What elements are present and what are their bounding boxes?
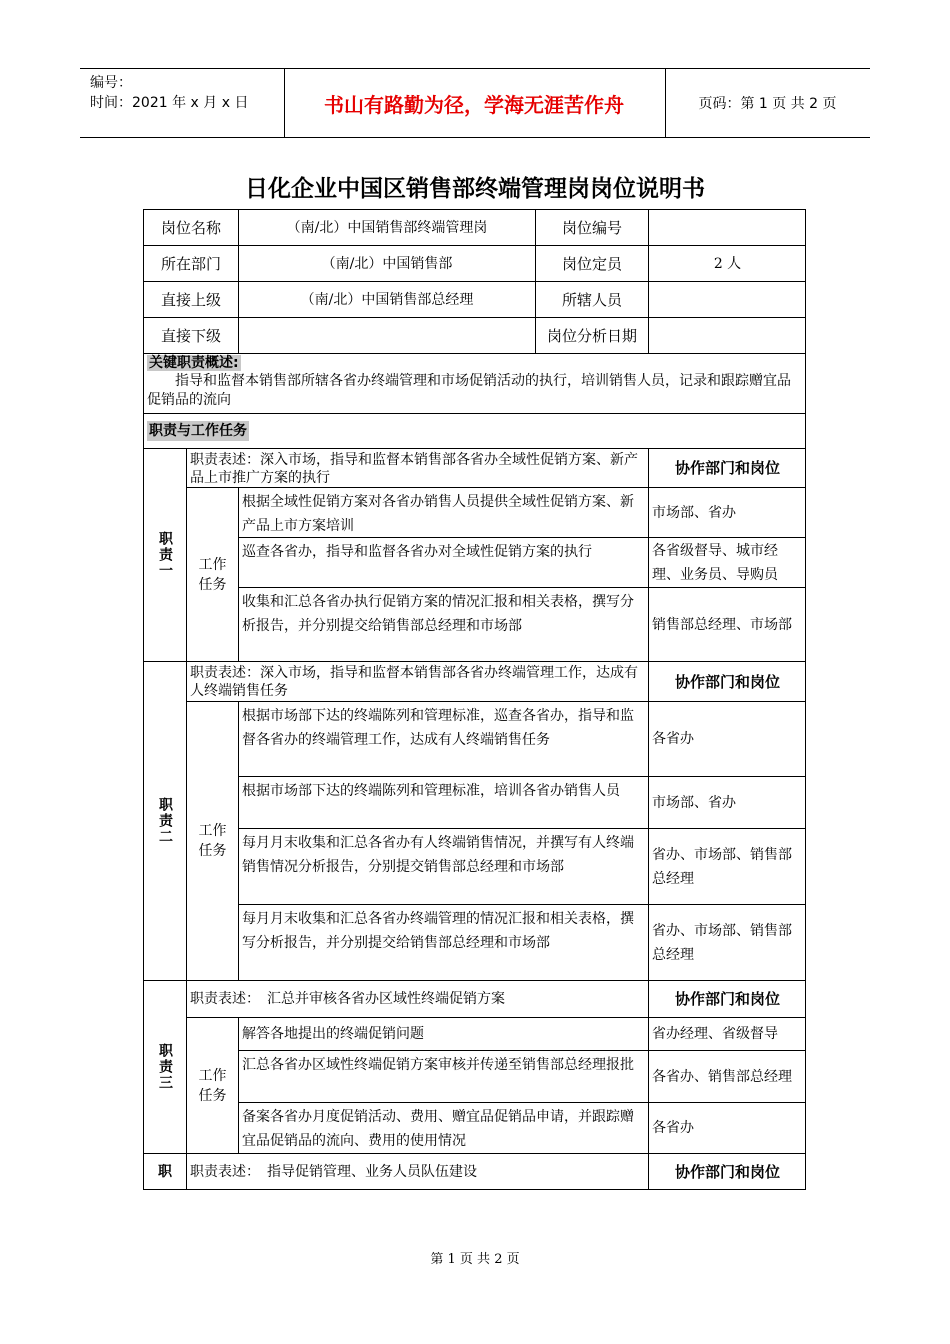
duty-2-coop-1: 各省办 [649, 702, 806, 777]
duty-1-task-label: 工作任务 [187, 488, 239, 662]
duty-3-statement: 职责表述： 汇总并审核各省办区域性终端促销方案 [187, 981, 649, 1018]
duty-3-task-1: 解答各地提出的终端促销问题 [239, 1018, 649, 1051]
duty-2-task-4: 每月月末收集和汇总各省办终端管理的情况汇报和相关表格，撰写分析报告，并分别提交给销售部总经理和市场部 [239, 905, 649, 981]
superior-label: 直接上级 [144, 282, 239, 318]
duty-1-coop-header: 协作部门和岗位 [649, 449, 806, 488]
duty-1-coop-2: 各省级督导、城市经理、业务员、导购员 [649, 538, 806, 588]
duty-2-task-3: 每月月末收集和汇总各省办有人终端销售情况，并撰写有人终端销售情况分析报告，分别提交销售部总经理和市场部 [239, 829, 649, 905]
header-page-info: 页码：第 1 页 共 2 页 [698, 96, 837, 112]
duty-2-label: 职责二 [144, 662, 187, 981]
analysis-date-value [649, 318, 806, 354]
duty-2-coop-2: 市场部、省办 [649, 777, 806, 829]
duty-3-task-2: 汇总各省办区域性终端促销方案审核并传递至销售部总经理报批 [239, 1051, 649, 1103]
duty-1-task-3: 收集和汇总各省办执行促销方案的情况汇报和相关表格，撰写分析报告，并分别提交给销售部总经理和市场部 [239, 588, 649, 662]
document-title: 日化企业中国区销售部终端管理岗岗位说明书 [245, 176, 705, 202]
subordinate-label: 直接下级 [144, 318, 239, 354]
quota-label: 岗位定员 [536, 246, 649, 282]
duty-2-coop-4: 省办、市场部、销售部总经理 [649, 905, 806, 981]
duty-3-coop-1: 省办经理、省级督导 [649, 1018, 806, 1051]
staff-label: 所辖人员 [536, 282, 649, 318]
duty-1-task-1: 根据全域性促销方案对各省办销售人员提供全域性促销方案、新产品上市方案培训 [239, 488, 649, 538]
post-name-value: （南/北）中国销售部终端管理岗 [239, 210, 536, 246]
duty-2-coop-3: 省办、市场部、销售部总经理 [649, 829, 806, 905]
duty-2-task-2: 根据市场部下达的终端陈列和管理标准，培训各省办销售人员 [239, 777, 649, 829]
duty-4-statement: 职责表述： 指导促销管理、业务人员队伍建设 [187, 1154, 649, 1190]
duties-section-title: 职责与工作任务 [144, 414, 805, 449]
summary-section [144, 354, 805, 414]
duty-2-coop-header: 协作部门和岗位 [649, 662, 806, 702]
duty-3-task-label: 工作任务 [187, 1018, 239, 1154]
page-header [80, 68, 870, 138]
post-no-value [649, 210, 806, 246]
dept-label: 所在部门 [144, 246, 239, 282]
superior-value: （南/北）中国销售部总经理 [239, 282, 536, 318]
page-footer: 第 1 页 共 2 页 [430, 1252, 520, 1267]
dept-value: （南/北）中国销售部 [239, 246, 536, 282]
header-motto: 书山有路勤为径，学海无涯苦作舟 [324, 92, 624, 117]
post-no-label: 岗位编号 [536, 210, 649, 246]
duty-1-statement: 职责表述：深入市场，指导和监督本销售部各省办全域性促销方案、新产品上市推广方案的执行 [187, 449, 649, 488]
duty-3-label: 职责三 [144, 981, 187, 1154]
staff-value [649, 282, 806, 318]
duty-4-label: 职 [144, 1154, 187, 1190]
duty-3-coop-header: 协作部门和岗位 [649, 981, 806, 1018]
duty-3-task-3: 备案各省办月度促销活动、费用、赠宜品促销品申请，并跟踪赠宜品促销品的流向、费用的使用情况 [239, 1103, 649, 1154]
document-number: 编号： [90, 75, 132, 91]
document-date: 时间：2021 年 x 月 x 日 [90, 95, 249, 111]
duty-2-statement: 职责表述：深入市场，指导和监督本销售部各省办终端管理工作，达成有人终端销售任务 [187, 662, 649, 702]
job-description-table [143, 209, 806, 1190]
summary-title: 关键职责概述: [149, 355, 239, 371]
duty-1-coop-3: 销售部总经理、市场部 [649, 588, 806, 662]
duty-3-coop-2: 各省办、销售部总经理 [649, 1051, 806, 1103]
duty-2-task-label: 工作任务 [187, 702, 239, 981]
header-meta [90, 73, 248, 113]
duty-1-label: 职责一 [144, 449, 187, 662]
subordinate-value [239, 318, 536, 354]
duty-1-task-2: 巡查各省办，指导和监督各省办对全域性促销方案的执行 [239, 538, 649, 588]
quota-value: 2 人 [649, 246, 806, 282]
summary-text: 指导和监督本销售部所辖各省办终端管理和市场促销活动的执行，培训销售人员，记录和跟踪赠宜品促销品的流向 [147, 373, 791, 408]
analysis-date-label: 岗位分析日期 [536, 318, 649, 354]
duty-3-coop-3: 各省办 [649, 1103, 806, 1154]
post-name-label: 岗位名称 [144, 210, 239, 246]
duty-2-task-1: 根据市场部下达的终端陈列和管理标准，巡查各省办，指导和监督各省办的终端管理工作，达成有人终端销售任务 [239, 702, 649, 777]
duty-4-coop-header: 协作部门和岗位 [674, 1163, 780, 1181]
duty-1-coop-1: 市场部、省办 [649, 488, 806, 538]
